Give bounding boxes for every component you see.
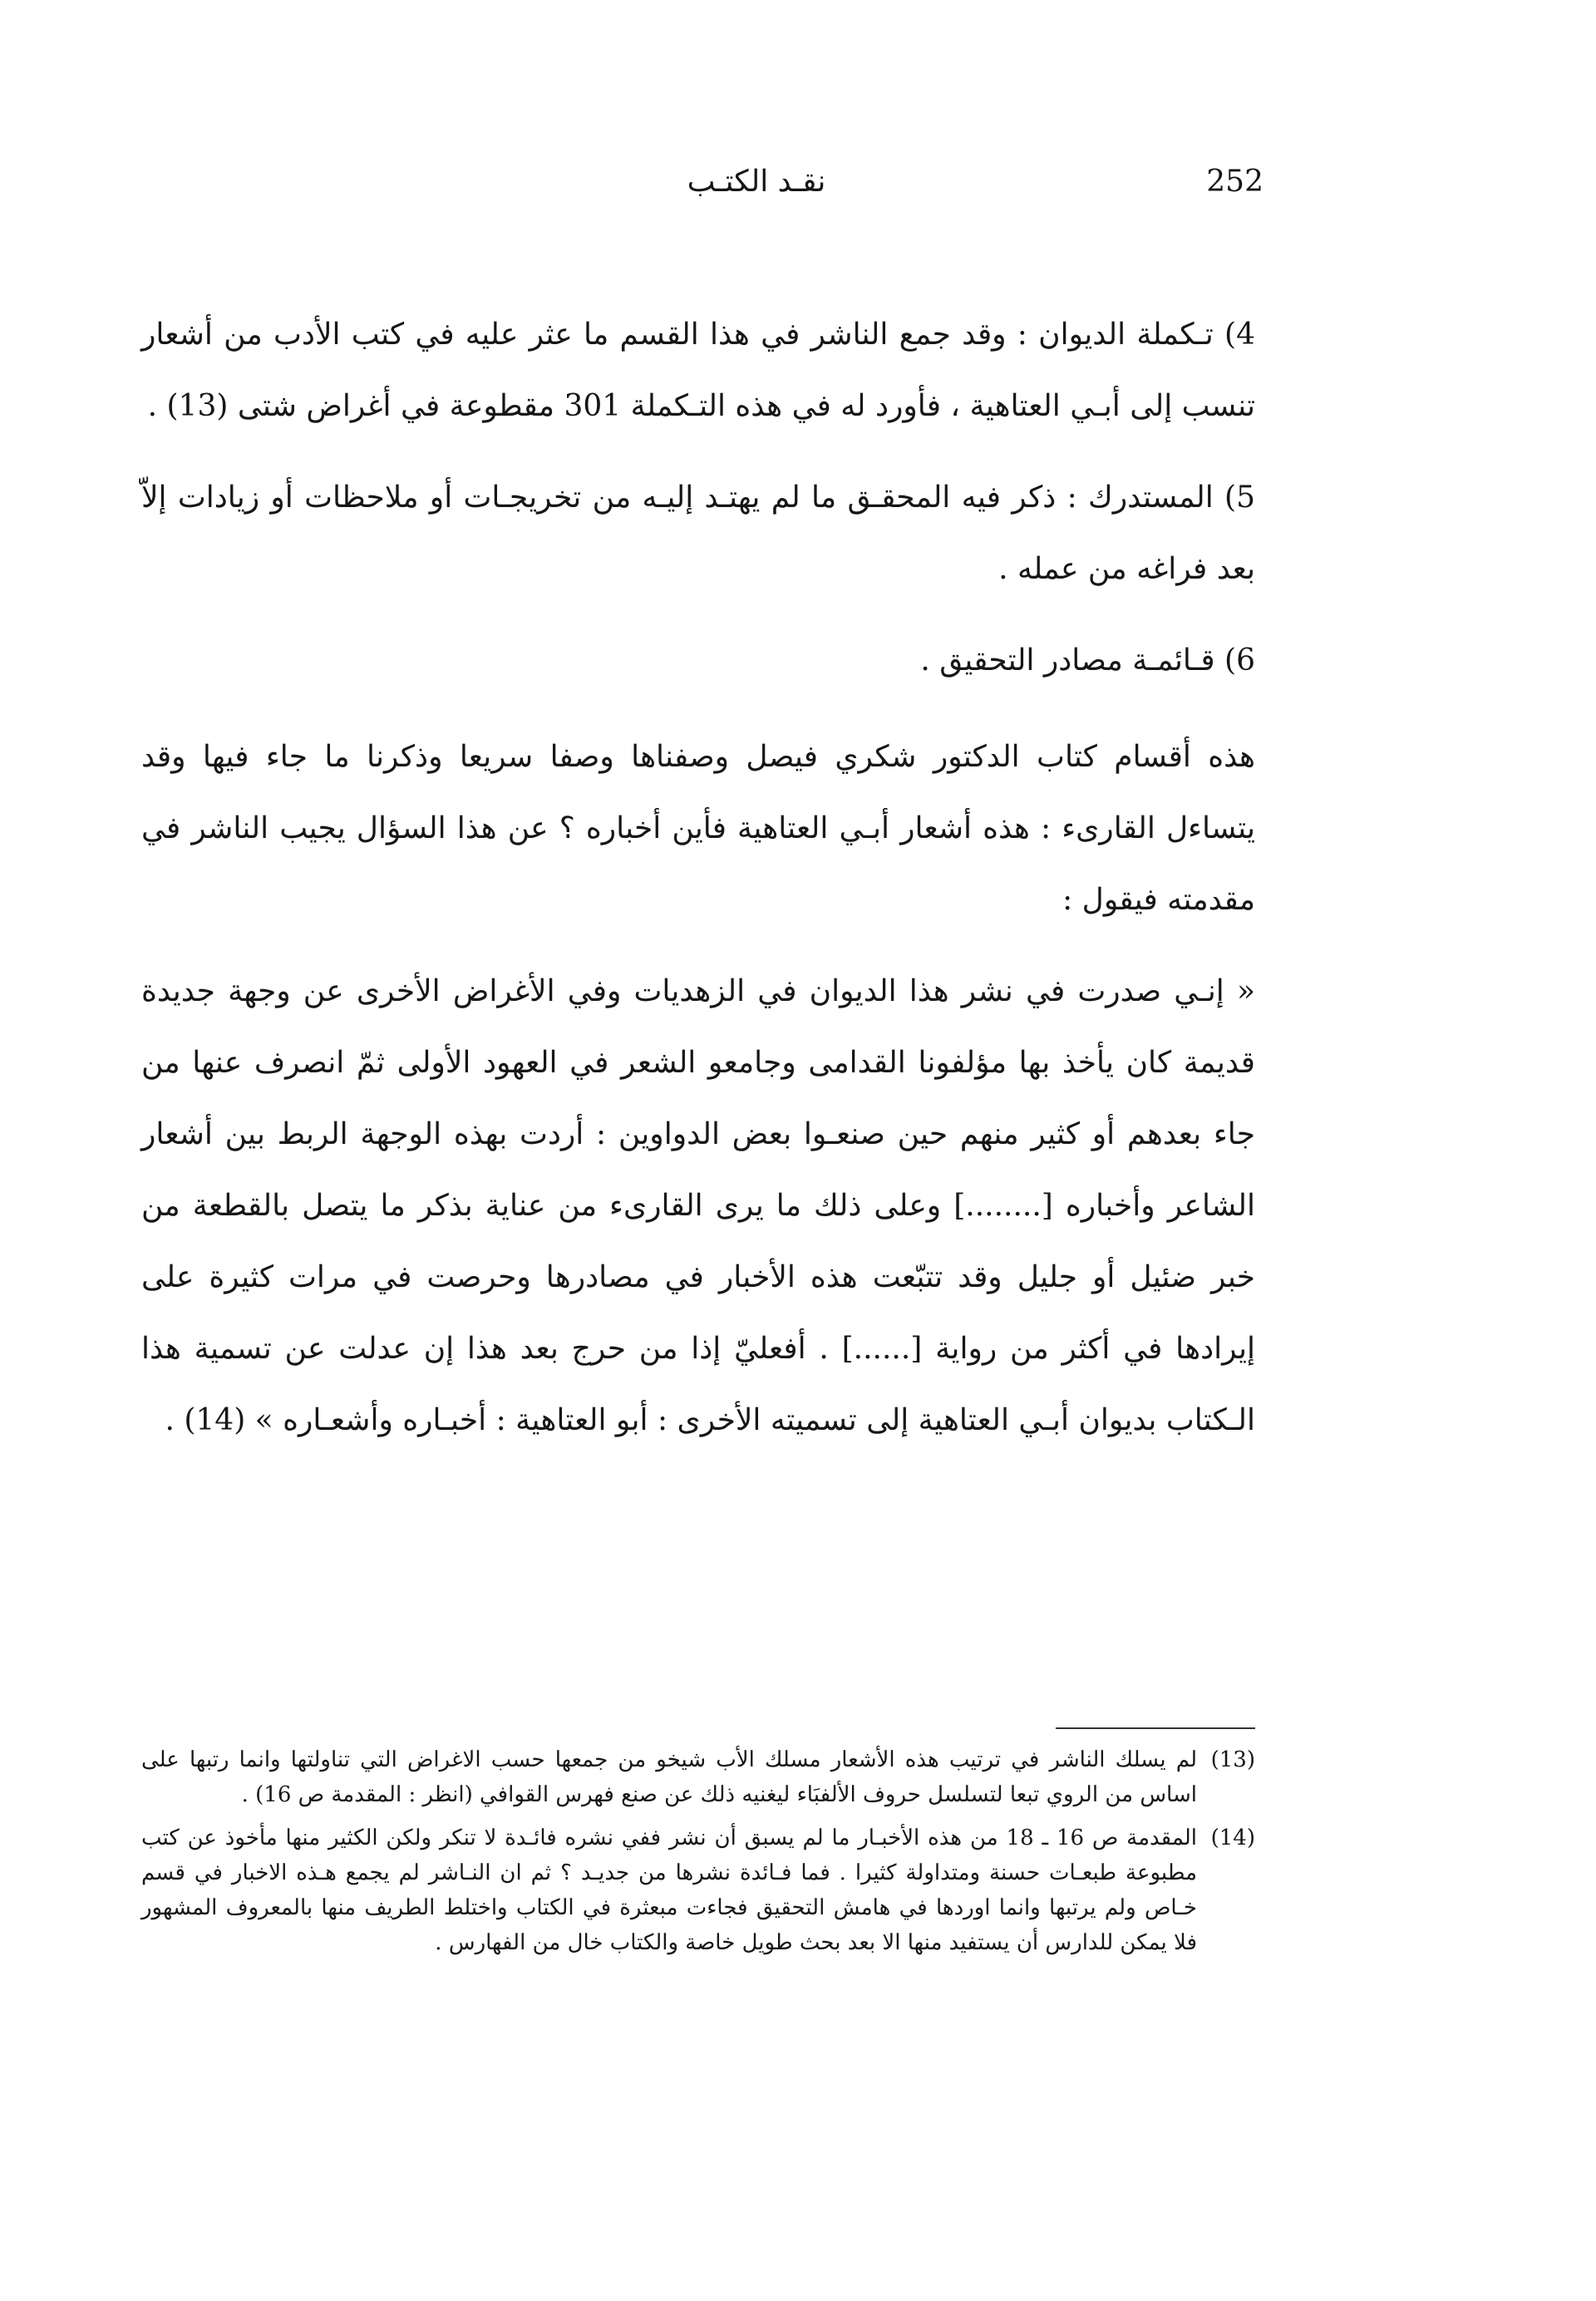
page-number: 252 — [1206, 165, 1264, 199]
running-title: نقـد الكتـب — [687, 165, 826, 199]
page-header — [249, 165, 1264, 214]
list-item-5: 5) المستدرك : ذكر فيه المحقـق ما لم يهتـد إليـه من تخريجـات أو ملاحظات أو زيادات إلاّ بعد فراغه من عمله . — [141, 480, 1255, 586]
footnote-divider — [1056, 1727, 1255, 1729]
footnote-number: (14) — [1210, 1826, 1255, 1850]
footnote-14 — [141, 1821, 1255, 1960]
footnote-number: (13) — [1210, 1747, 1255, 1772]
footnote-text: المقدمة ص 16 ـ 18 من هذه الأخبـار ما لم يسبق أن نشر ففي نشره فائـدة لا تنكر ولكن الكثير منها مأخوذ عن كتب مطبوعة طبعـات حسنة ومتداولة كثيرا . فما فـائدة نشرها من جديـد ؟ ثم ان النـاشر لم يجمع هـذه الاخبار في قسم خـاص ولم يرتبها وانما اوردها في هامش التحقيق فجاءت مبعثرة في الكتاب واختلط الطريف منها بالمعروف المشهور فلا يمكن للدارس أن يستفيد منها الا بعد بحث طويل خاصة والكتاب خال من الفهارس . — [141, 1826, 1197, 1955]
block-quote: « إنـي صدرت في نشر هذا الديوان في الزهديات وفي الأغراض الأخرى عن وجهة جديدة قديمة كان يأخذ بها مؤلفونا القدامى وجامعو الشعر في العهود الأولى ثمّ انصرف عنها من جاء بعدهم أو كثير منهم حين صنعـوا بعض الدواوين : أردت بهذه الوجهة الربط بين أشعار الشاعر وأخباره [........] وعلى ذلك ما يرى القارىء من عناية بذكر ما يتصل بالقطعة من خبر ضئيل أو جليل وقد تتبّعت هذه الأخبار في مصادرها وحرصت في مرات كثيرة على إيرادها في أكثر من رواية [......] . أفعليّ إذا من حرج بعد هذا إن عدلت عن تسمية هذا الـكتاب بديوان أبـي العتاهية إلى تسميته الأخرى : أبو العتاهية : أخبـاره وأشعـاره » (14) . — [141, 974, 1255, 1437]
footnote-13 — [141, 1742, 1255, 1812]
footnotes — [141, 1742, 1255, 1968]
body-paragraph: هذه أقسام كتاب الدكتور شكري فيصل وصفناها وصفا سريعا وذكرنا ما جاء فيها وقد يتساءل القارىء : هذه أشعار أبـي العتاهية فأين أخباره ؟ عن هذا السؤال يجيب الناشر في مقدمته فيقول : — [141, 740, 1255, 917]
list-item-6: 6) قـائمـة مصادر التحقيق . — [920, 643, 1255, 677]
main-text — [141, 299, 1255, 1456]
footnote-text: لم يسلك الناشر في ترتيب هذه الأشعار مسلك الأب شيخو من جمعها حسب الاغراض التي تناولتها وانما رتبها على اساس من الروي تبعا لتسلسل حروف الألفبَاء ليغنيه ذلك عن صنع فهرس القوافي (انظر : المقدمة ص 16) . — [141, 1747, 1197, 1807]
list-item-4: 4) تـكملة الديوان : وقد جمع الناشر في هذا القسم ما عثر عليه في كتب الأدب من أشعار تنسب إلى أبـي العتاهية ، فأورد له في هذه التـكملة 301 مقطوعة في أغراض شتى (13) . — [141, 318, 1255, 423]
